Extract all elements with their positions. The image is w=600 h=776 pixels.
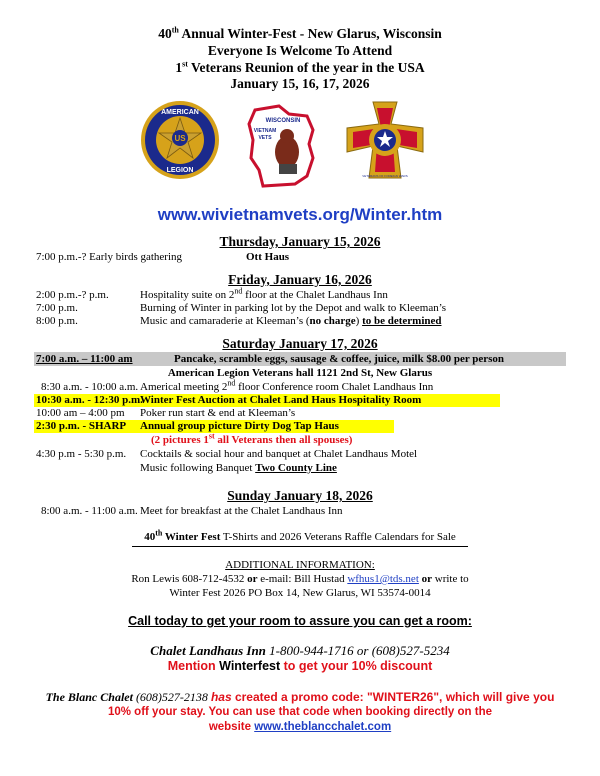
tshirts-line: 40th Winter Fest T-Shirts and 2026 Veterans Raffle Calendars for Sale	[144, 528, 456, 543]
saturday-row-4-desc: Poker run start & end at Kleeman’s	[140, 407, 296, 419]
saturday-row-6-time: 4:30 p.m - 5:30 p.m.	[36, 448, 127, 460]
saturday-row-6-desc: Cocktails & social hour and banquet at Chalet Landhaus Motel	[140, 448, 418, 460]
legion-bottom-text: LEGION	[166, 167, 194, 174]
friday-row-2-desc: Burning of Winter in parking lot by the Depot and walk to Kleeman’s	[140, 302, 447, 314]
website-link[interactable]: www.wivietnamvets.org/Winter.htm	[157, 205, 443, 224]
saturday-row-6-music: Music following Banquet Two County Line	[140, 462, 337, 474]
vfw-logo	[345, 100, 425, 180]
saturday-row-3-time: 10:30 a.m. - 12:30 p.m.	[36, 394, 143, 406]
friday-row-1-time: 2:00 p.m.-? p.m.	[36, 289, 109, 301]
header-line-2: Everyone Is Welcome To Attend	[207, 43, 393, 58]
wisconsin-vietnam-vets-logo	[243, 100, 323, 190]
blanc-chalet-line-2: 10% off your stay. You can use that code when booking directly on the	[107, 706, 493, 718]
email-link[interactable]: wfhus1@tds.net	[347, 573, 419, 585]
header-line-1: 40th Annual Winter-Fest - New Glarus, Wisconsin	[158, 25, 442, 41]
saturday-row-5-desc: Annual group picture Dirty Dog Tap Haus	[140, 420, 339, 432]
mention-winterfest-line: Mention Winterfest to get your 10% discount	[167, 659, 433, 673]
sunday-row-1-desc: Meet for breakfast at the Chalet Landhaus Inn	[140, 505, 343, 517]
header-line-3: 1st Veterans Reunion of the year in the USA	[175, 59, 425, 75]
vets-text-1: WISCONSIN	[265, 118, 301, 124]
friday-row-1-desc: Hospitality suite on 2nd floor at the Chalet Landhaus Inn	[140, 286, 388, 301]
legion-top-text: AMERICAN	[161, 109, 199, 116]
american-legion-logo	[140, 100, 220, 180]
sunday-heading: Sunday January 18, 2026	[227, 488, 373, 503]
additional-info-line-2: Winter Fest 2026 PO Box 14, New Glarus, WI 53574-0014	[169, 587, 431, 599]
friday-row-3-desc: Music and camaraderie at Kleeman’s (no charge) to be determined	[140, 315, 442, 327]
tshirts-underline	[132, 546, 468, 547]
saturday-row-3-desc: Winter Fest Auction at Chalet Land Haus Hospitality Room	[140, 394, 422, 406]
saturday-row-2-time: 8:30 a.m. - 10:00 a.m.	[41, 381, 139, 393]
sunday-row-1-time: 8:00 a.m. - 11:00 a.m.	[41, 505, 138, 517]
thursday-row-time: 7:00 p.m.-? Early birds gathering	[36, 251, 183, 263]
vfw-text: VETERANS OF FOREIGN WARS	[362, 174, 408, 178]
header-line-4: January 15, 16, 17, 2026	[230, 76, 370, 91]
friday-row-2-time: 7:00 p.m.	[36, 302, 78, 314]
saturday-row-5-note: (2 pictures 1st all Veterans then all spouses)	[151, 431, 353, 446]
saturday-row-5-time: 2:30 p.m. - SHARP	[36, 420, 127, 432]
call-today-line: Call today to get your room to assure you can get a room:	[128, 614, 472, 628]
saturday-row-4-time: 10:00 am – 4:00 pm	[36, 407, 125, 419]
blanc-website-link[interactable]: www.theblancchalet.com	[254, 721, 392, 733]
thursday-heading: Thursday, January 15, 2026	[219, 234, 381, 249]
additional-info-line-1: Ron Lewis 608-712-4532 or e-mail: Bill Hustad wfhus1@tds.net or write to	[131, 573, 469, 585]
vets-text-2: VIETNAM	[253, 128, 277, 134]
vets-text-3: VETS	[258, 135, 272, 141]
saturday-row-1-desc: Pancake, scramble eggs, sausage & coffee, juice, milk $8.00 per person	[174, 353, 505, 365]
thursday-row-desc: Ott Haus	[246, 251, 290, 263]
saturday-row-1-time: 7:00 a.m. – 11:00 am	[36, 353, 133, 365]
friday-row-3-time: 8:00 p.m.	[36, 315, 78, 327]
blanc-chalet-line-1: The Blanc Chalet (608)527-2138 has created a promo code: "WINTER26", which will give you	[45, 690, 555, 704]
blanc-chalet-line-3: website www.theblancchalet.com	[208, 721, 392, 733]
saturday-row-2-desc: Americal meeting 2nd floor Conference room Chalet Landhaus Inn	[140, 378, 434, 393]
legion-center-text: US	[174, 134, 186, 143]
saturday-heading: Saturday January 17, 2026	[222, 336, 378, 351]
friday-heading: Friday, January 16, 2026	[228, 272, 372, 287]
additional-info-title: ADDITIONAL INFORMATION:	[225, 559, 375, 571]
saturday-row-1-location: American Legion Veterans hall 1121 2nd St, New Glarus	[167, 367, 433, 379]
chalet-landhaus-line: Chalet Landhaus Inn 1-800-944-1716 or (608)527-5234	[150, 643, 450, 658]
